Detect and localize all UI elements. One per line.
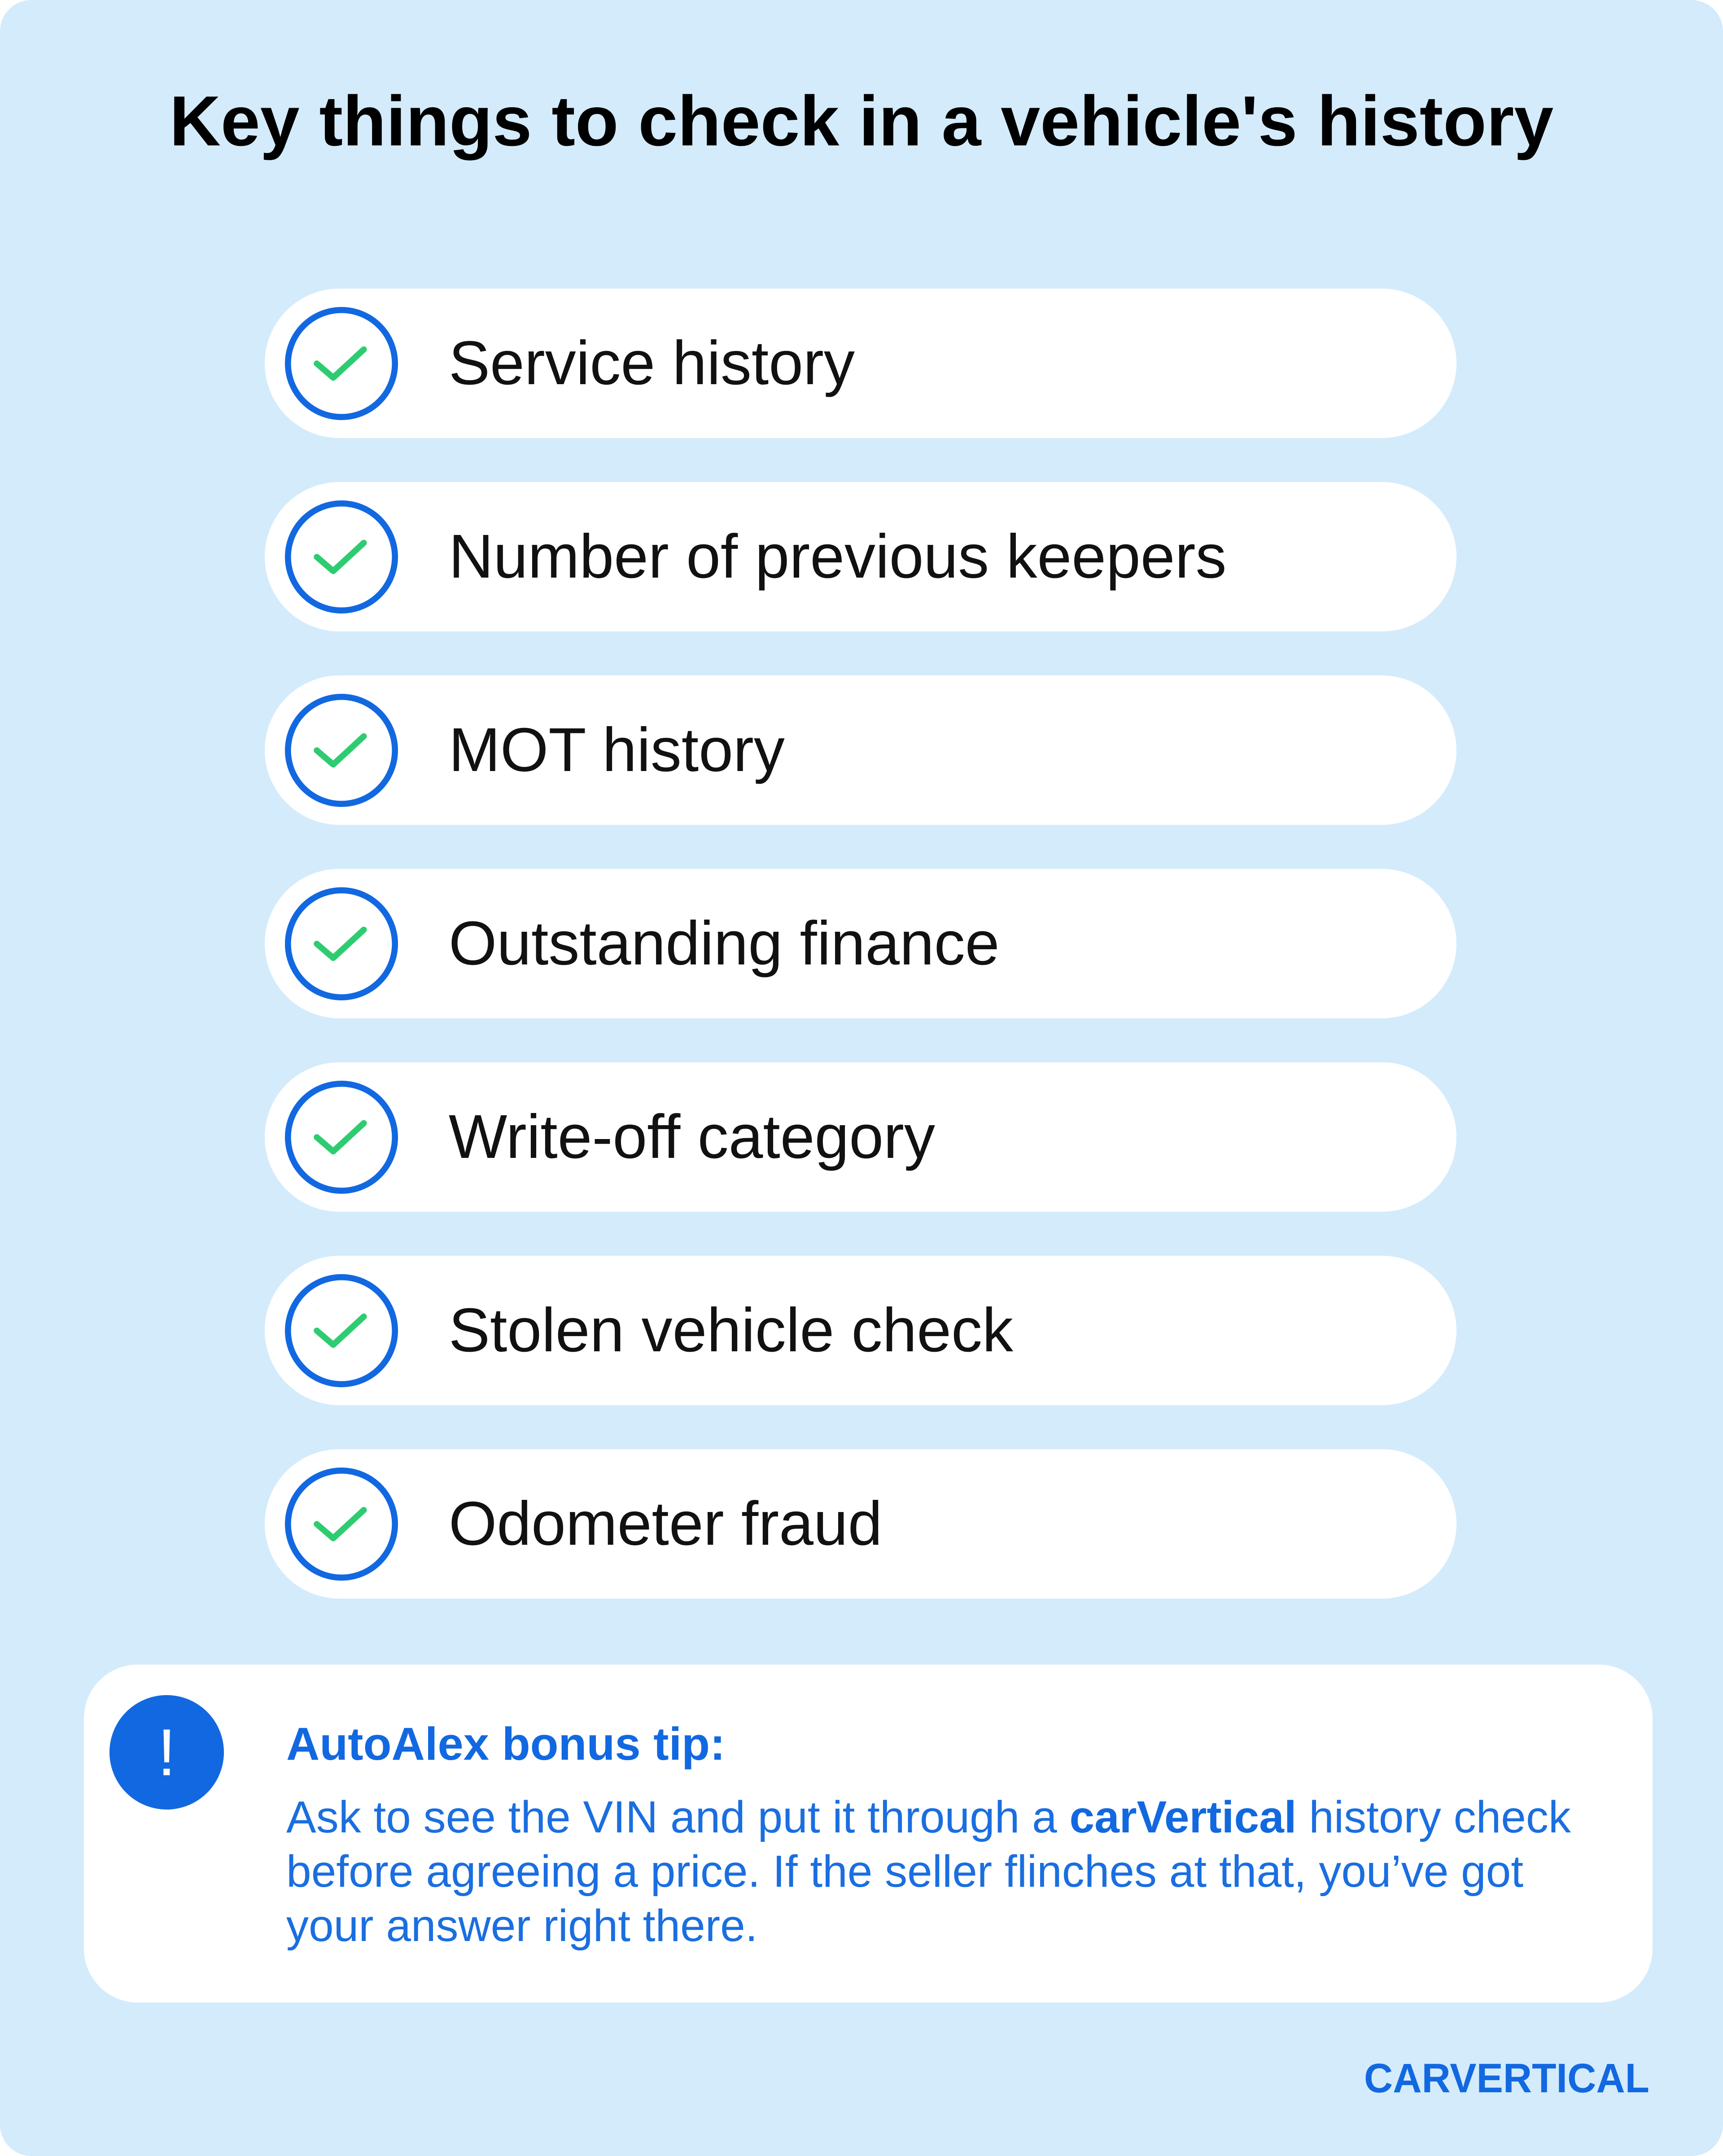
- checklist-item-label: Number of previous keepers: [449, 522, 1227, 591]
- bonus-tip-box: [84, 1665, 1653, 2003]
- check-circle-icon: [283, 1272, 400, 1389]
- check-circle-icon: [283, 498, 400, 616]
- exclamation-glyph: !: [157, 1715, 176, 1790]
- checklist-item: [265, 1256, 1456, 1405]
- checklist-item-label: MOT history: [449, 715, 785, 784]
- check-circle-icon: [283, 692, 400, 809]
- check-circle-icon: [283, 885, 400, 1003]
- checklist-item: [265, 1449, 1456, 1599]
- checklist-item: [265, 869, 1456, 1018]
- check-circle-icon: [283, 305, 400, 422]
- tip-title: AutoAlex bonus tip:: [286, 1718, 726, 1770]
- checklist-item: [265, 1062, 1456, 1212]
- check-circle-icon: [283, 1078, 400, 1196]
- checklist-item-label: Stolen vehicle check: [449, 1296, 1014, 1365]
- tip-body: [286, 1790, 1610, 1953]
- page-title: Key things to check in a vehicle's history: [169, 82, 1554, 161]
- tip-body-text: Ask to see the VIN and put it through a: [286, 1792, 1070, 1842]
- checklist-item: [265, 675, 1456, 825]
- checklist: [265, 289, 1456, 1643]
- checklist-item-label: Odometer fraud: [449, 1489, 883, 1558]
- carvertical-logo: [1364, 2055, 1651, 2099]
- checklist-item-label: Write-off category: [449, 1102, 935, 1171]
- checklist-item: [265, 482, 1456, 631]
- tip-body-text: history check before agreeing a price. If the seller flinches at that, you’ve got your answer right there.: [286, 1792, 1571, 1951]
- exclamation-icon: [109, 1695, 224, 1810]
- checklist-item-label: Outstanding finance: [449, 909, 1000, 978]
- logo-text: CARVERTICAL: [1364, 2055, 1649, 2099]
- tip-brand-name: carVertical: [1069, 1792, 1297, 1842]
- checklist-item: [265, 289, 1456, 438]
- check-circle-icon: [283, 1465, 400, 1583]
- checklist-item-label: Service history: [449, 329, 855, 398]
